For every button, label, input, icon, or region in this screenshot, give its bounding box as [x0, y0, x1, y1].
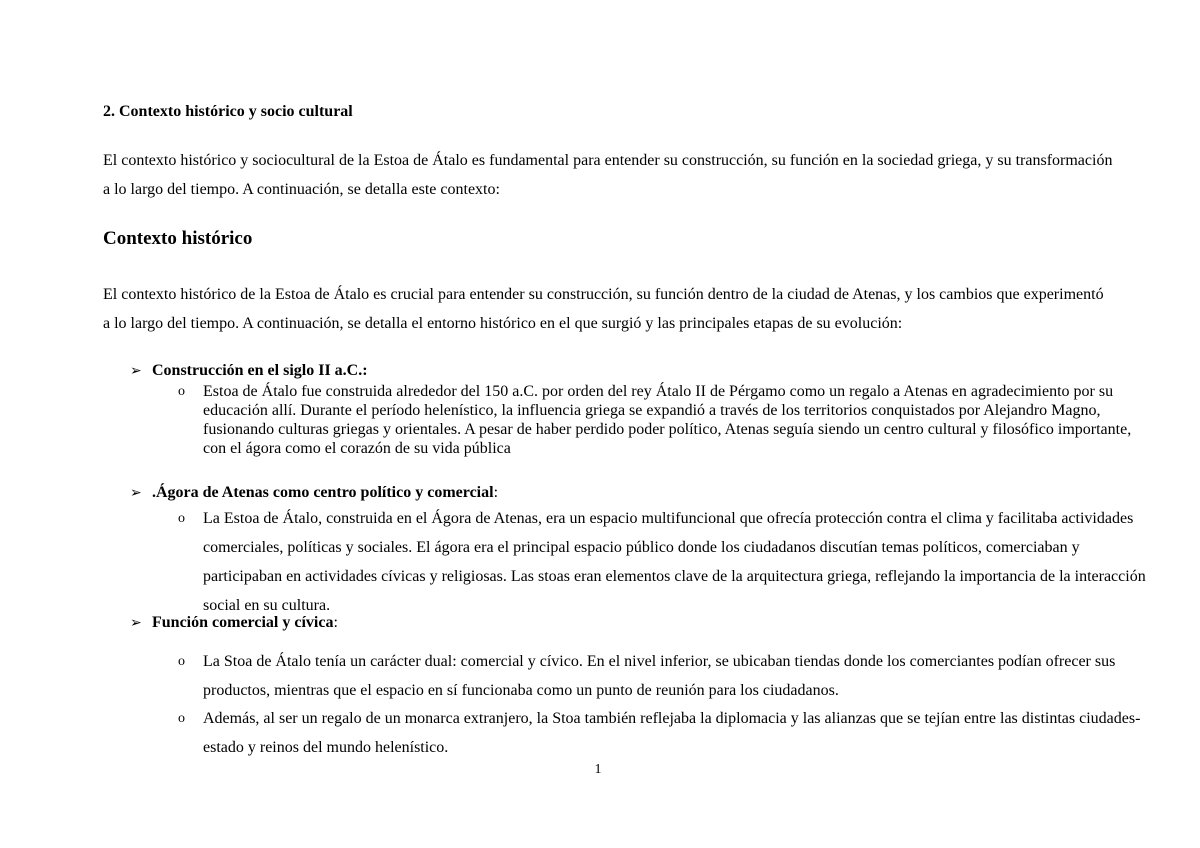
subheading-contexto-historico: Contexto histórico — [103, 228, 253, 249]
section-heading: 2. Contexto histórico y socio cultural — [103, 103, 353, 120]
page-number-text: 1 — [594, 762, 602, 777]
list-item-text: La Estoa de Átalo, construida en el Ágora de Atenas, era un espacio multifuncional que ofrecía protección contra el clima y facilitaba actividades comerciales, políticas y sociales. El ágora era el principal espacio público donde los ciudadanos discutían temas políticos, comerciaban y participaban en actividades cívicas y religiosas. Las stoas eran elementos clave de la arquitectura griega, reflejando la importancia de la interacción social en su cultura. — [203, 510, 1146, 614]
bullet-construccion — [130, 362, 368, 380]
arrow-bullet-icon: ➢ — [130, 616, 142, 631]
list-item-text: La Stoa de Átalo tenía un carácter dual: comercial y cívico. En el nivel inferior, se ubicaban tiendas donde los comerciantes podían ofrecer sus productos, mientras que el espacio en sí funcionaba como un punto de reunión para los ciudadanos. — [203, 653, 1116, 699]
list-item — [178, 704, 1146, 762]
list-item — [178, 647, 1146, 705]
arrow-bullet-icon: ➢ — [130, 486, 142, 501]
list-item-text: Estoa de Átalo fue construida alrededor del 150 a.C. por orden del rey Átalo II de Pérgamo como un regalo a Atenas en agradecimiento por su educación allí. Durante el período helenístico, la influencia griega se expandió a través de los territorios conquistados por Alejandro Magno, fusionando culturas griegas y orientales. A pesar de haber perdido poder político, Atenas seguía siendo un centro cultural y filosófico importante, con el ágora como el corazón de su vida pública — [203, 383, 1132, 457]
bullet-title: Construcción en el siglo II a.C.: — [152, 362, 368, 379]
circle-bullet-icon: o — [178, 654, 185, 669]
bullet-title: Función comercial y cívica — [152, 614, 334, 631]
bullet-suffix: : — [333, 614, 338, 631]
intro-paragraph: El contexto histórico y sociocultural de la Estoa de Átalo es fundamental para entender su construcción, su función en la sociedad griega, y su transformación a lo largo del tiempo. A continuación, se detalla este contexto: — [103, 152, 1113, 198]
circle-bullet-icon: o — [178, 384, 185, 399]
arrow-bullet-icon: ➢ — [130, 364, 142, 379]
list-item — [178, 504, 1146, 620]
circle-bullet-icon: o — [178, 511, 185, 526]
bullet-suffix: : — [493, 484, 499, 501]
historical-paragraph: El contexto histórico de la Estoa de Átalo es crucial para entender su construcción, su función dentro de la ciudad de Atenas, y los cambios que experimentó a lo largo del tiempo. A continuación, se detalla el entorno histórico en el que surgió y las principales etapas de su evolución: — [103, 286, 1104, 332]
bullet-funcion — [130, 614, 338, 632]
circle-bullet-icon: o — [178, 711, 185, 726]
list-item — [178, 382, 1146, 458]
page-number — [0, 762, 1200, 778]
bullet-agora — [130, 484, 498, 502]
bullet-title: .Ágora de Atenas como centro político y comercial — [152, 484, 494, 501]
list-item-text: Además, al ser un regalo de un monarca extranjero, la Stoa también reflejaba la diplomacia y las alianzas que se tejían entre las distintas ciudades-estado y reinos del mundo helenístico. — [203, 710, 1141, 756]
